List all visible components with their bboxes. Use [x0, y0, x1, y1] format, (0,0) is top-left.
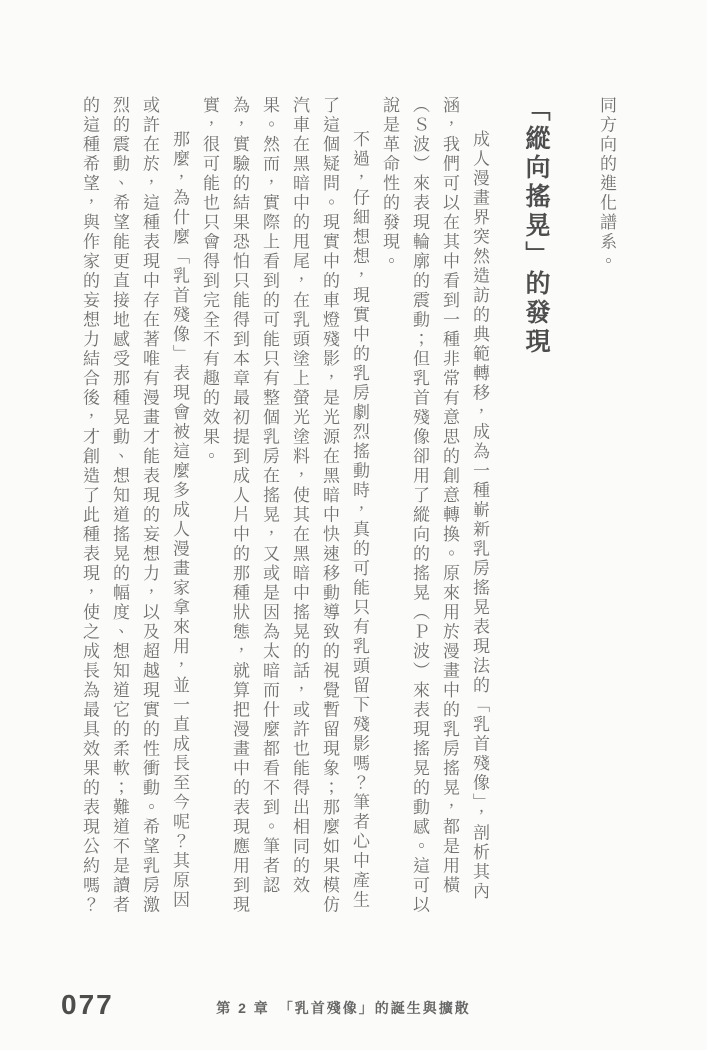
- section-heading: 「縱向搖晃」的發現: [522, 96, 550, 357]
- body-paragraph-2: 不過，仔細想想，現實中的乳房劇烈搖動時，真的可能只有乳頭留下殘影嗎？筆者心中產生了這個疑問。現實中的車燈殘影，是光源在黑暗中快速移動導致的視覺暫留現象；那麼如果模仿汽車在黑暗中的甩尾，在乳頭塗上螢光塗料，使其在黑暗中搖晃的話，或許也能得出相同的效果。然而，實際上看到的可能只有整個乳房在搖晃，又或是因為太暗而什麼都看不到。筆者認為，實驗的結果恐怕只能得到本章最初提到成人片中的那種狀態，就算把漫畫中的表現應用到現實，很可能也只會得到完全不有趣的效果。: [200, 96, 369, 915]
- chapter-footer: 第 2 章 「乳首殘像」的誕生與擴散: [216, 1000, 471, 1016]
- body-paragraph-1: 成人漫畫界突然造訪的典範轉移，成為一種嶄新乳房搖晃表現法的「乳首殘像」，剖析其內涵，我們可以在其中看到一種非常有意思的創意轉換。原來用於漫畫中的乳房搖晃，都是用橫（Ｓ波）來表現輪廓的震動；但乳首殘像卻用了縱向的搖晃（Ｐ波）來表現搖晃的動感。這可以說是革命性的發現。: [380, 96, 489, 915]
- page-number: 077: [61, 989, 114, 1020]
- vertical-text-block: [56, 96, 621, 916]
- continuation-paragraph: 同方向的進化譜系。: [597, 96, 616, 272]
- body-paragraph-3: 那麼，為什麼「乳首殘像」表現會被這麼多成人漫畫家拿來用，並一直成長至今呢？其原因或許在於，這種表現中存在著唯有漫畫才能表現的妄想力，以及超越現實的性衝動。希望乳房激烈的震動、希望能更直接地感受那種晃動、想知道搖晃的幅度、想知道它的柔軟；難道不是讀者的這種希望，與作家的妄想力結合後，才創造了此種表現，使之成長為最具效果的表現公約嗎？: [80, 96, 189, 915]
